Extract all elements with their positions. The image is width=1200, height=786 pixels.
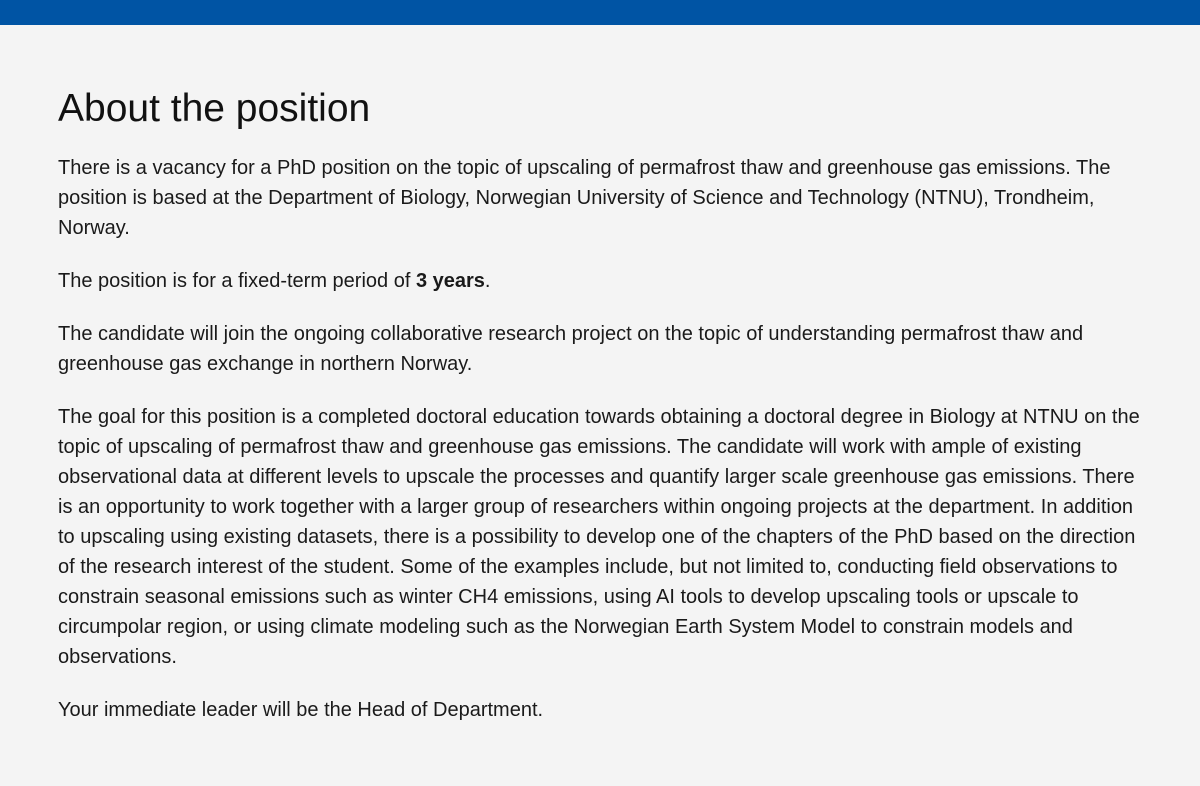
paragraph-leader: Your immediate leader will be the Head of Department.	[58, 699, 544, 721]
duration-period: .	[484, 270, 491, 292]
duration-value: 3 years	[415, 270, 485, 292]
page-title: About the position	[58, 87, 371, 130]
paragraph-duration	[58, 266, 1142, 296]
paragraph-vacancy: There is a vacancy for a PhD position on the topic of upscaling of permafrost thaw and greenhouse gas emissions. The position is based at the Department of Biology, Norwegian University of Science and Technology (NTNU), Trondheim, Norway.	[58, 157, 1111, 239]
duration-text: The position is for a fixed-term period of	[58, 270, 416, 292]
paragraph-goal: The goal for this position is a completed doctoral education towards obtaining a doctoral degree in Biology at NTNU on the topic of upscaling of permafrost thaw and greenhouse gas emissions. The candidate will work with ample of existing observational data at different levels to upscale the processes and quantify larger scale greenhouse gas emissions. There is an opportunity to work together with a larger group of researchers within ongoing projects at the department. In addition to upscaling using existing datasets, there is a possibility to develop one of the chapters of the PhD based on the direction of the research interest of the student. Some of the examples include, but not limited to, conducting field observations to constrain seasonal emissions such as winter CH4 emissions, using AI tools to develop upscaling tools or upscale to circumpolar region, or using climate modeling such as the Norwegian Earth System Model to constrain models and observations.	[58, 406, 1140, 668]
top-brand-bar	[0, 0, 1200, 25]
paragraph-project: The candidate will join the ongoing collaborative research project on the topic of understanding permafrost thaw and greenhouse gas exchange in northern Norway.	[58, 323, 1084, 375]
main-content	[0, 86, 1200, 725]
